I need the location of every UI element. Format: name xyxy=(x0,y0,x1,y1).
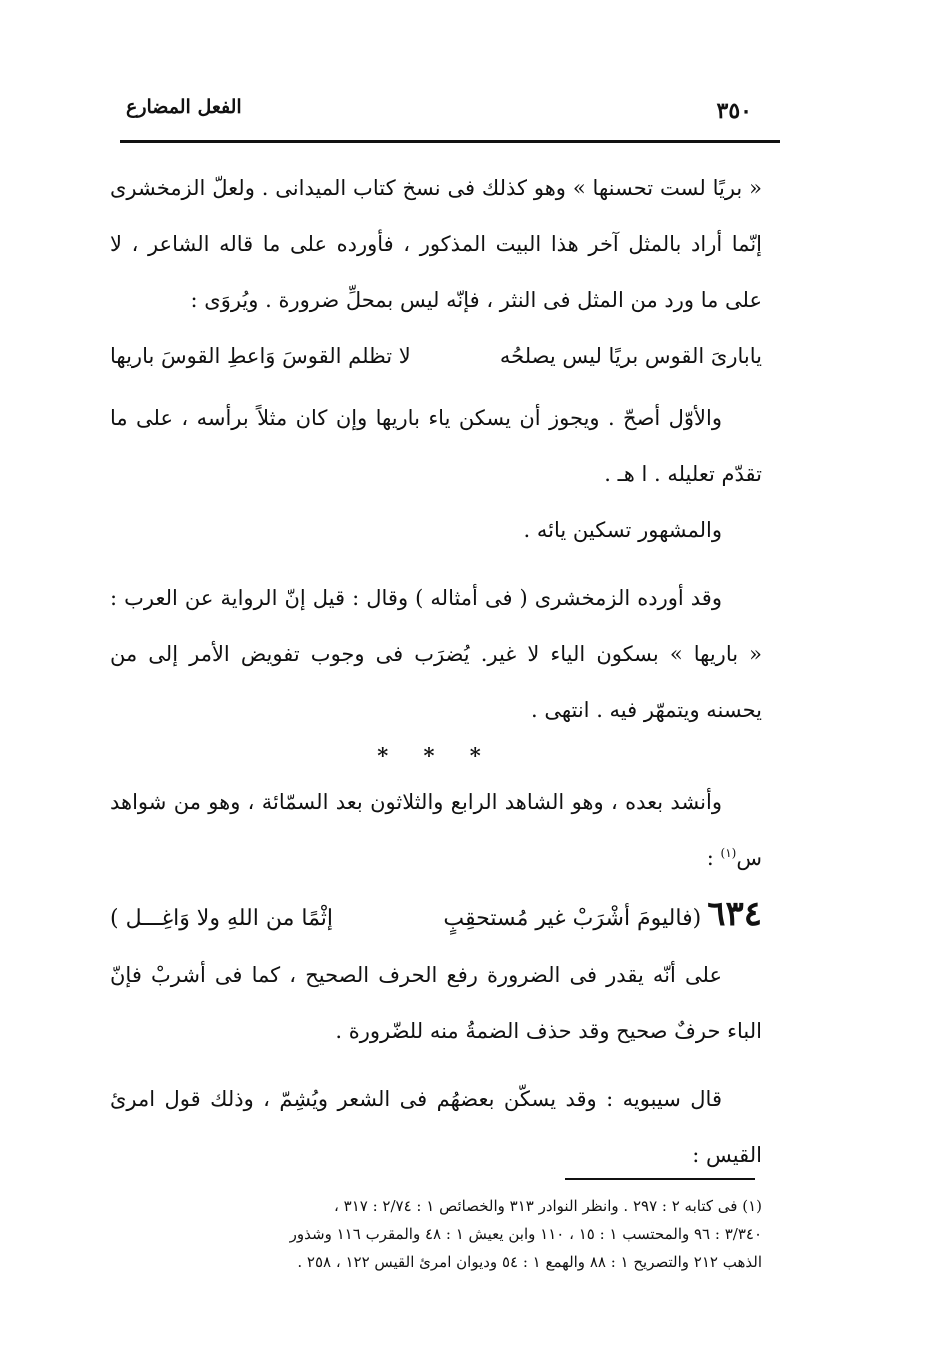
verse-634 xyxy=(110,886,762,947)
verse-1 xyxy=(110,328,762,384)
verse-number: ٦٣٤ xyxy=(707,894,762,934)
verse-634-first-hemistich: (فاليومَ أشْرَبْ غير مُستحقِبٍ xyxy=(443,906,702,931)
section-separator: * * * xyxy=(377,743,495,768)
page-header xyxy=(120,92,760,128)
paragraph-5 xyxy=(110,774,762,886)
footnote-line-1: (١) فى كتابه ٢ : ٢٩٧ . وانظر النوادر ٣١٣ والخصائص ١ : ٢/٧٤ : ٣١٧ ، xyxy=(334,1197,762,1215)
paragraph-5-text: وأنشد بعده ، وهو الشاهد الرابع والثلاثون بعد السمّائة ، وهو من شواهد س xyxy=(110,790,762,870)
running-title: الفعل المضارع xyxy=(126,96,242,118)
main-text xyxy=(110,160,762,1183)
paragraph-5-end: : xyxy=(706,846,721,870)
paragraph-4: وقد أورده الزمخشرى ( فى أمثاله ) وقال : قيل إنّ الرواية عن العرب : « باريها » بسكون الياء لا غير. يُضرَب فى وجوب تفويض الأمر إلى من يحسنه ويتمهّر فيه . انتهى . xyxy=(110,586,762,722)
footnote-line-3: الذهب ٢١٢ والتصريح ١ : ٨٨ والهمع ١ : ٥٤ وديوان امرئ القيس ١٢٢ ، ٢٥٨ . xyxy=(297,1253,762,1271)
footnote-rule xyxy=(565,1178,755,1180)
page-number: ٣٥٠ xyxy=(716,98,752,124)
paragraph-1: « بريًا لست تحسنها » وهو كذلك فى نسخ كتاب الميدانى . ولعلّ الزمخشرى إنّما أراد بالمثل آخر هذا البيت المذكور ، فأورده على ما قاله الشاعر ، لا على ما ورد من المثل فى النثر ، فإنّه ليس بمحلِّ ضرورة . ويُروَى : xyxy=(110,176,762,312)
paragraph-6: على أنّه يقدر فى الضرورة رفع الحرف الصحيح ، كما فى أشربْ فإنّ الباء حرفٌ صحيح وقد حذف الضمةُ منه للضّرورة . xyxy=(110,963,762,1043)
verse-1-first-hemistich: يابارىَ القوس بريًا ليس يصلحُه xyxy=(499,344,762,368)
footnote-line-2: ٣/٣٤٠ : ٩٦ والمحتسب ١ : ١٥ ، ١١٠ وابن يعيش ١ : ٤٨ والمقرب ١١٦ وشذور xyxy=(289,1225,762,1243)
verse-634-second-hemistich: إثْمًا من اللهِ ولا وَاغِـــل ) xyxy=(110,906,334,931)
footnote-marker: (١) xyxy=(720,846,737,860)
paragraph-3: والمشهور تسكين يائه . xyxy=(523,518,722,542)
verse-1-second-hemistich: لا تظلم القوسَ وَاعطِ القوسَ باريها xyxy=(110,344,411,368)
paragraph-2: والأوّل أصحّ . ويجوز أن يسكن ياء باريها وإن كان مثلاً برأسه ، على ما تقدّم تعليله . ا هـ . xyxy=(110,406,762,486)
footnotes xyxy=(112,1192,762,1276)
paragraph-7: قال سيبويه : وقد يسكّن بعضهُم فى الشعر ويُشِمّ ، وذلك قول امرئ القيس : xyxy=(110,1087,762,1167)
header-rule xyxy=(120,140,780,143)
verse-634-first-part xyxy=(443,886,762,947)
